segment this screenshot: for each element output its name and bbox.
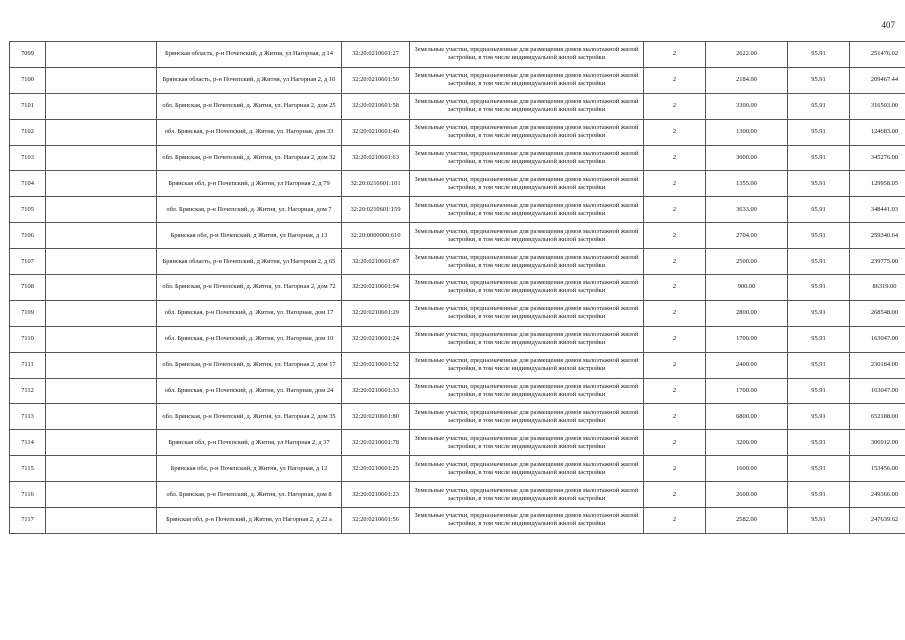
rate-cell: 95.91 xyxy=(788,171,850,197)
table-row xyxy=(10,145,905,171)
permitted-use-cell: Земельные участки, предназначенные для размещения домов малоэтажной жилой застройки, в том числе индивидуальной жилой застройки xyxy=(410,352,644,378)
table-row xyxy=(10,249,905,275)
cadastral-value-cell: 345276.00 xyxy=(850,145,905,171)
blank-cell xyxy=(46,223,157,249)
table-row xyxy=(10,326,905,352)
category-cell: 2 xyxy=(644,378,706,404)
address-cell: Брянская обл, р-н Почепский, д Житня, ул Нагорная 2, д 37 xyxy=(157,430,342,456)
category-cell: 2 xyxy=(644,482,706,508)
area-cell: 3633.00 xyxy=(706,197,788,223)
cadastral-value-cell: 251476.02 xyxy=(850,42,905,68)
table-row xyxy=(10,352,905,378)
row-number: 7114 xyxy=(10,430,46,456)
row-number: 7108 xyxy=(10,275,46,301)
rate-cell: 95.91 xyxy=(788,352,850,378)
row-number: 7112 xyxy=(10,378,46,404)
row-number: 7101 xyxy=(10,93,46,119)
blank-cell xyxy=(46,275,157,301)
cadastral-value-cell: 239775.00 xyxy=(850,249,905,275)
address-cell: обл. Брянская, р-н Почепский, д. Житня, ул. Нагорная, дом 17 xyxy=(157,300,342,326)
cadastral-value-cell: 86319.00 xyxy=(850,275,905,301)
area-cell: 6800.00 xyxy=(706,404,788,430)
cadastral-number-cell: 32:20:0210601:94 xyxy=(342,275,410,301)
rate-cell: 95.91 xyxy=(788,404,850,430)
area-cell: 2400.00 xyxy=(706,352,788,378)
area-cell: 1700.00 xyxy=(706,326,788,352)
permitted-use-cell: Земельные участки, предназначенные для размещения домов малоэтажной жилой застройки, в том числе индивидуальной жилой застройки xyxy=(410,456,644,482)
cadastral-number-cell: 32:20:0210601:25 xyxy=(342,456,410,482)
address-cell: обл. Брянская, р-н Почепский, д. Житня, ул. Нагорная, дом 24 xyxy=(157,378,342,404)
category-cell: 2 xyxy=(644,352,706,378)
row-number: 7103 xyxy=(10,145,46,171)
address-cell: Брянская обл, р-н Почепский, д Житня, ул Нагорная, д 12 xyxy=(157,456,342,482)
permitted-use-cell: Земельные участки, предназначенные для размещения домов малоэтажной жилой застройки, в том числе индивидуальной жилой застройки xyxy=(410,508,644,534)
cadastral-number-cell: 32:20:0210601:63 xyxy=(342,145,410,171)
rate-cell: 95.91 xyxy=(788,67,850,93)
rate-cell: 95.91 xyxy=(788,482,850,508)
cadastral-value-cell: 247639.62 xyxy=(850,508,905,534)
cadastral-number-cell: 32:20:0210601:40 xyxy=(342,119,410,145)
cadastral-value-cell: 259340.64 xyxy=(850,223,905,249)
cadastral-value-cell: 209467.44 xyxy=(850,67,905,93)
cadastral-number-cell: 32:20:0210601:23 xyxy=(342,482,410,508)
permitted-use-cell: Земельные участки, предназначенные для размещения домов малоэтажной жилой застройки, в том числе индивидуальной жилой застройки xyxy=(410,378,644,404)
blank-cell xyxy=(46,300,157,326)
cadastral-number-cell: 32:20:0210601:159 xyxy=(342,197,410,223)
address-cell: обл. Брянская, р-н Почепский, д. Житня, ул. Нагорная, дом 33 xyxy=(157,119,342,145)
blank-cell xyxy=(46,93,157,119)
address-cell: обл. Брянская, р-н Почепский, д. Житня, ул. Нагорная 2, дом 17 xyxy=(157,352,342,378)
rate-cell: 95.91 xyxy=(788,145,850,171)
blank-cell xyxy=(46,404,157,430)
blank-cell xyxy=(46,145,157,171)
rate-cell: 95.91 xyxy=(788,42,850,68)
row-number: 7100 xyxy=(10,67,46,93)
table-row xyxy=(10,404,905,430)
cadastral-value-cell: 230184.00 xyxy=(850,352,905,378)
address-cell: обл. Брянская, р-н Почепский, д. Житня, ул. Нагорная, дом 10 xyxy=(157,326,342,352)
cadastral-number-cell: 32:20:0210601:24 xyxy=(342,326,410,352)
table-row xyxy=(10,42,905,68)
permitted-use-cell: Земельные участки, предназначенные для размещения домов малоэтажной жилой застройки, в том числе индивидуальной жилой застройки xyxy=(410,300,644,326)
cadastral-number-cell: 32:20:0210601:78 xyxy=(342,430,410,456)
category-cell: 2 xyxy=(644,171,706,197)
rate-cell: 95.91 xyxy=(788,197,850,223)
area-cell: 3300.00 xyxy=(706,93,788,119)
area-cell: 3200.00 xyxy=(706,430,788,456)
area-cell: 2622.00 xyxy=(706,42,788,68)
blank-cell xyxy=(46,119,157,145)
page-number: 407 xyxy=(881,20,895,30)
rate-cell: 95.91 xyxy=(788,508,850,534)
area-cell: 1700.00 xyxy=(706,378,788,404)
row-number: 7116 xyxy=(10,482,46,508)
rate-cell: 95.91 xyxy=(788,430,850,456)
cadastral-value-cell: 249366.00 xyxy=(850,482,905,508)
category-cell: 2 xyxy=(644,145,706,171)
permitted-use-cell: Земельные участки, предназначенные для размещения домов малоэтажной жилой застройки, в том числе индивидуальной жилой застройки xyxy=(410,482,644,508)
cadastral-number-cell: 32:20:0210601:29 xyxy=(342,300,410,326)
category-cell: 2 xyxy=(644,456,706,482)
category-cell: 2 xyxy=(644,197,706,223)
category-cell: 2 xyxy=(644,67,706,93)
row-number: 7111 xyxy=(10,352,46,378)
table-row xyxy=(10,482,905,508)
blank-cell xyxy=(46,197,157,223)
address-cell: Брянская область, р-н Почепский, д Житня, ул Нагорная, д 14 xyxy=(157,42,342,68)
address-cell: обл. Брянская, р-н Почепский, д. Житня, ул. Нагорная, дом 8 xyxy=(157,482,342,508)
cadastral-number-cell: 32:20:0210601:58 xyxy=(342,93,410,119)
permitted-use-cell: Земельные участки, предназначенные для размещения домов малоэтажной жилой застройки, в том числе индивидуальной жилой застройки xyxy=(410,119,644,145)
table-row xyxy=(10,67,905,93)
table-row xyxy=(10,223,905,249)
address-cell: обл. Брянская, р-н Почепский, д. Житня, ул. Нагорная 2, дом 32 xyxy=(157,145,342,171)
cadastral-number-cell: 32:20:0210601:27 xyxy=(342,42,410,68)
area-cell: 2600.00 xyxy=(706,482,788,508)
table-row xyxy=(10,171,905,197)
cadastral-number-cell: 32:20:0210601:101 xyxy=(342,171,410,197)
category-cell: 2 xyxy=(644,249,706,275)
category-cell: 2 xyxy=(644,119,706,145)
permitted-use-cell: Земельные участки, предназначенные для размещения домов малоэтажной жилой застройки, в том числе индивидуальной жилой застройки xyxy=(410,145,644,171)
row-number: 7115 xyxy=(10,456,46,482)
permitted-use-cell: Земельные участки, предназначенные для размещения домов малоэтажной жилой застройки, в том числе индивидуальной жилой застройки xyxy=(410,67,644,93)
permitted-use-cell: Земельные участки, предназначенные для размещения домов малоэтажной жилой застройки, в том числе индивидуальной жилой застройки xyxy=(410,223,644,249)
table-row xyxy=(10,430,905,456)
address-cell: Брянская область, р-н Почепский, д Житня, ул Нагорная 2, д 10 xyxy=(157,67,342,93)
cadastral-value-cell: 348441.03 xyxy=(850,197,905,223)
rate-cell: 95.91 xyxy=(788,223,850,249)
row-number: 7099 xyxy=(10,42,46,68)
cadastral-value-cell: 163047.00 xyxy=(850,378,905,404)
area-cell: 1600.00 xyxy=(706,456,788,482)
category-cell: 2 xyxy=(644,300,706,326)
blank-cell xyxy=(46,456,157,482)
blank-cell xyxy=(46,378,157,404)
cadastral-number-cell: 32:20:0210601:87 xyxy=(342,249,410,275)
row-number: 7109 xyxy=(10,300,46,326)
row-number: 7107 xyxy=(10,249,46,275)
table-row xyxy=(10,275,905,301)
rate-cell: 95.91 xyxy=(788,300,850,326)
rate-cell: 95.91 xyxy=(788,93,850,119)
area-cell: 3600.00 xyxy=(706,145,788,171)
cadastral-value-cell: 129958.05 xyxy=(850,171,905,197)
blank-cell xyxy=(46,249,157,275)
address-cell: обл. Брянская, р-н Почепский, д. Житня, ул. Нагорная 2, дом 25 xyxy=(157,93,342,119)
permitted-use-cell: Земельные участки, предназначенные для размещения домов малоэтажной жилой застройки, в том числе индивидуальной жилой застройки xyxy=(410,171,644,197)
category-cell: 2 xyxy=(644,404,706,430)
area-cell: 1355.00 xyxy=(706,171,788,197)
category-cell: 2 xyxy=(644,275,706,301)
area-cell: 2500.00 xyxy=(706,249,788,275)
permitted-use-cell: Земельные участки, предназначенные для размещения домов малоэтажной жилой застройки, в том числе индивидуальной жилой застройки xyxy=(410,42,644,68)
area-cell: 2184.00 xyxy=(706,67,788,93)
cadastral-value-cell: 268548.00 xyxy=(850,300,905,326)
row-number: 7105 xyxy=(10,197,46,223)
address-cell: Брянская область, р-н Почепский, д Житня, ул Нагорная 2, д 65 xyxy=(157,249,342,275)
blank-cell xyxy=(46,326,157,352)
cadastral-number-cell: 32:20:0210601:56 xyxy=(342,508,410,534)
table-row xyxy=(10,508,905,534)
cadastral-number-cell: 32:20:0210601:50 xyxy=(342,67,410,93)
permitted-use-cell: Земельные участки, предназначенные для размещения домов малоэтажной жилой застройки, в том числе индивидуальной жилой застройки xyxy=(410,275,644,301)
cadastral-number-cell: 32:20:0210601:52 xyxy=(342,352,410,378)
row-number: 7106 xyxy=(10,223,46,249)
land-registry-table xyxy=(9,41,905,534)
address-cell: Брянская обл, р-н Почепский, д Житня, ул Нагорная 2, д 22 а xyxy=(157,508,342,534)
rate-cell: 95.91 xyxy=(788,249,850,275)
area-cell: 2704.00 xyxy=(706,223,788,249)
category-cell: 2 xyxy=(644,223,706,249)
row-number: 7117 xyxy=(10,508,46,534)
category-cell: 2 xyxy=(644,42,706,68)
category-cell: 2 xyxy=(644,326,706,352)
area-cell: 900.00 xyxy=(706,275,788,301)
cadastral-number-cell: 32:20:0210601:33 xyxy=(342,378,410,404)
table-row xyxy=(10,378,905,404)
address-cell: Брянская обл, р-н Почепский, д Житня, ул Нагорная 2, д 79 xyxy=(157,171,342,197)
cadastral-value-cell: 163047.00 xyxy=(850,326,905,352)
permitted-use-cell: Земельные участки, предназначенные для размещения домов малоэтажной жилой застройки, в том числе индивидуальной жилой застройки xyxy=(410,430,644,456)
category-cell: 2 xyxy=(644,430,706,456)
row-number: 7113 xyxy=(10,404,46,430)
row-number: 7110 xyxy=(10,326,46,352)
table-row xyxy=(10,119,905,145)
blank-cell xyxy=(46,508,157,534)
row-number: 7104 xyxy=(10,171,46,197)
permitted-use-cell: Земельные участки, предназначенные для размещения домов малоэтажной жилой застройки, в том числе индивидуальной жилой застройки xyxy=(410,404,644,430)
cadastral-number-cell: 32:20:0000000:610 xyxy=(342,223,410,249)
cadastral-value-cell: 316503.00 xyxy=(850,93,905,119)
blank-cell xyxy=(46,67,157,93)
permitted-use-cell: Земельные участки, предназначенные для размещения домов малоэтажной жилой застройки, в том числе индивидуальной жилой застройки xyxy=(410,93,644,119)
rate-cell: 95.91 xyxy=(788,378,850,404)
row-number: 7102 xyxy=(10,119,46,145)
category-cell: 2 xyxy=(644,508,706,534)
area-cell: 2800.00 xyxy=(706,300,788,326)
table-row xyxy=(10,300,905,326)
cadastral-value-cell: 153456.00 xyxy=(850,456,905,482)
rate-cell: 95.91 xyxy=(788,456,850,482)
table-row xyxy=(10,456,905,482)
permitted-use-cell: Земельные участки, предназначенные для размещения домов малоэтажной жилой застройки, в том числе индивидуальной жилой застройки xyxy=(410,326,644,352)
blank-cell xyxy=(46,42,157,68)
cadastral-value-cell: 124683.00 xyxy=(850,119,905,145)
rate-cell: 95.91 xyxy=(788,119,850,145)
address-cell: обл. Брянская, р-н Почепский, д. Житня, ул. Нагорная 2, дом 72 xyxy=(157,275,342,301)
cadastral-number-cell: 32:20:0210601:80 xyxy=(342,404,410,430)
table-row xyxy=(10,93,905,119)
category-cell: 2 xyxy=(644,93,706,119)
area-cell: 1300.00 xyxy=(706,119,788,145)
table-row xyxy=(10,197,905,223)
address-cell: обл. Брянская, р-н Почепский, д. Житня, ул. Нагорная, дом 7 xyxy=(157,197,342,223)
cadastral-value-cell: 306912.00 xyxy=(850,430,905,456)
blank-cell xyxy=(46,352,157,378)
address-cell: обл. Брянская, р-н Почепский, д. Житня, ул. Нагорная 2, дом 35 xyxy=(157,404,342,430)
address-cell: Брянская обл, р-н Почепский, д Житня, ул Нагорная, д 13 xyxy=(157,223,342,249)
permitted-use-cell: Земельные участки, предназначенные для размещения домов малоэтажной жилой застройки, в том числе индивидуальной жилой застройки xyxy=(410,197,644,223)
table-body xyxy=(10,42,905,534)
permitted-use-cell: Земельные участки, предназначенные для размещения домов малоэтажной жилой застройки, в том числе индивидуальной жилой застройки xyxy=(410,249,644,275)
cadastral-value-cell: 652188.00 xyxy=(850,404,905,430)
area-cell: 2582.00 xyxy=(706,508,788,534)
blank-cell xyxy=(46,430,157,456)
blank-cell xyxy=(46,482,157,508)
rate-cell: 95.91 xyxy=(788,275,850,301)
blank-cell xyxy=(46,171,157,197)
rate-cell: 95.91 xyxy=(788,326,850,352)
